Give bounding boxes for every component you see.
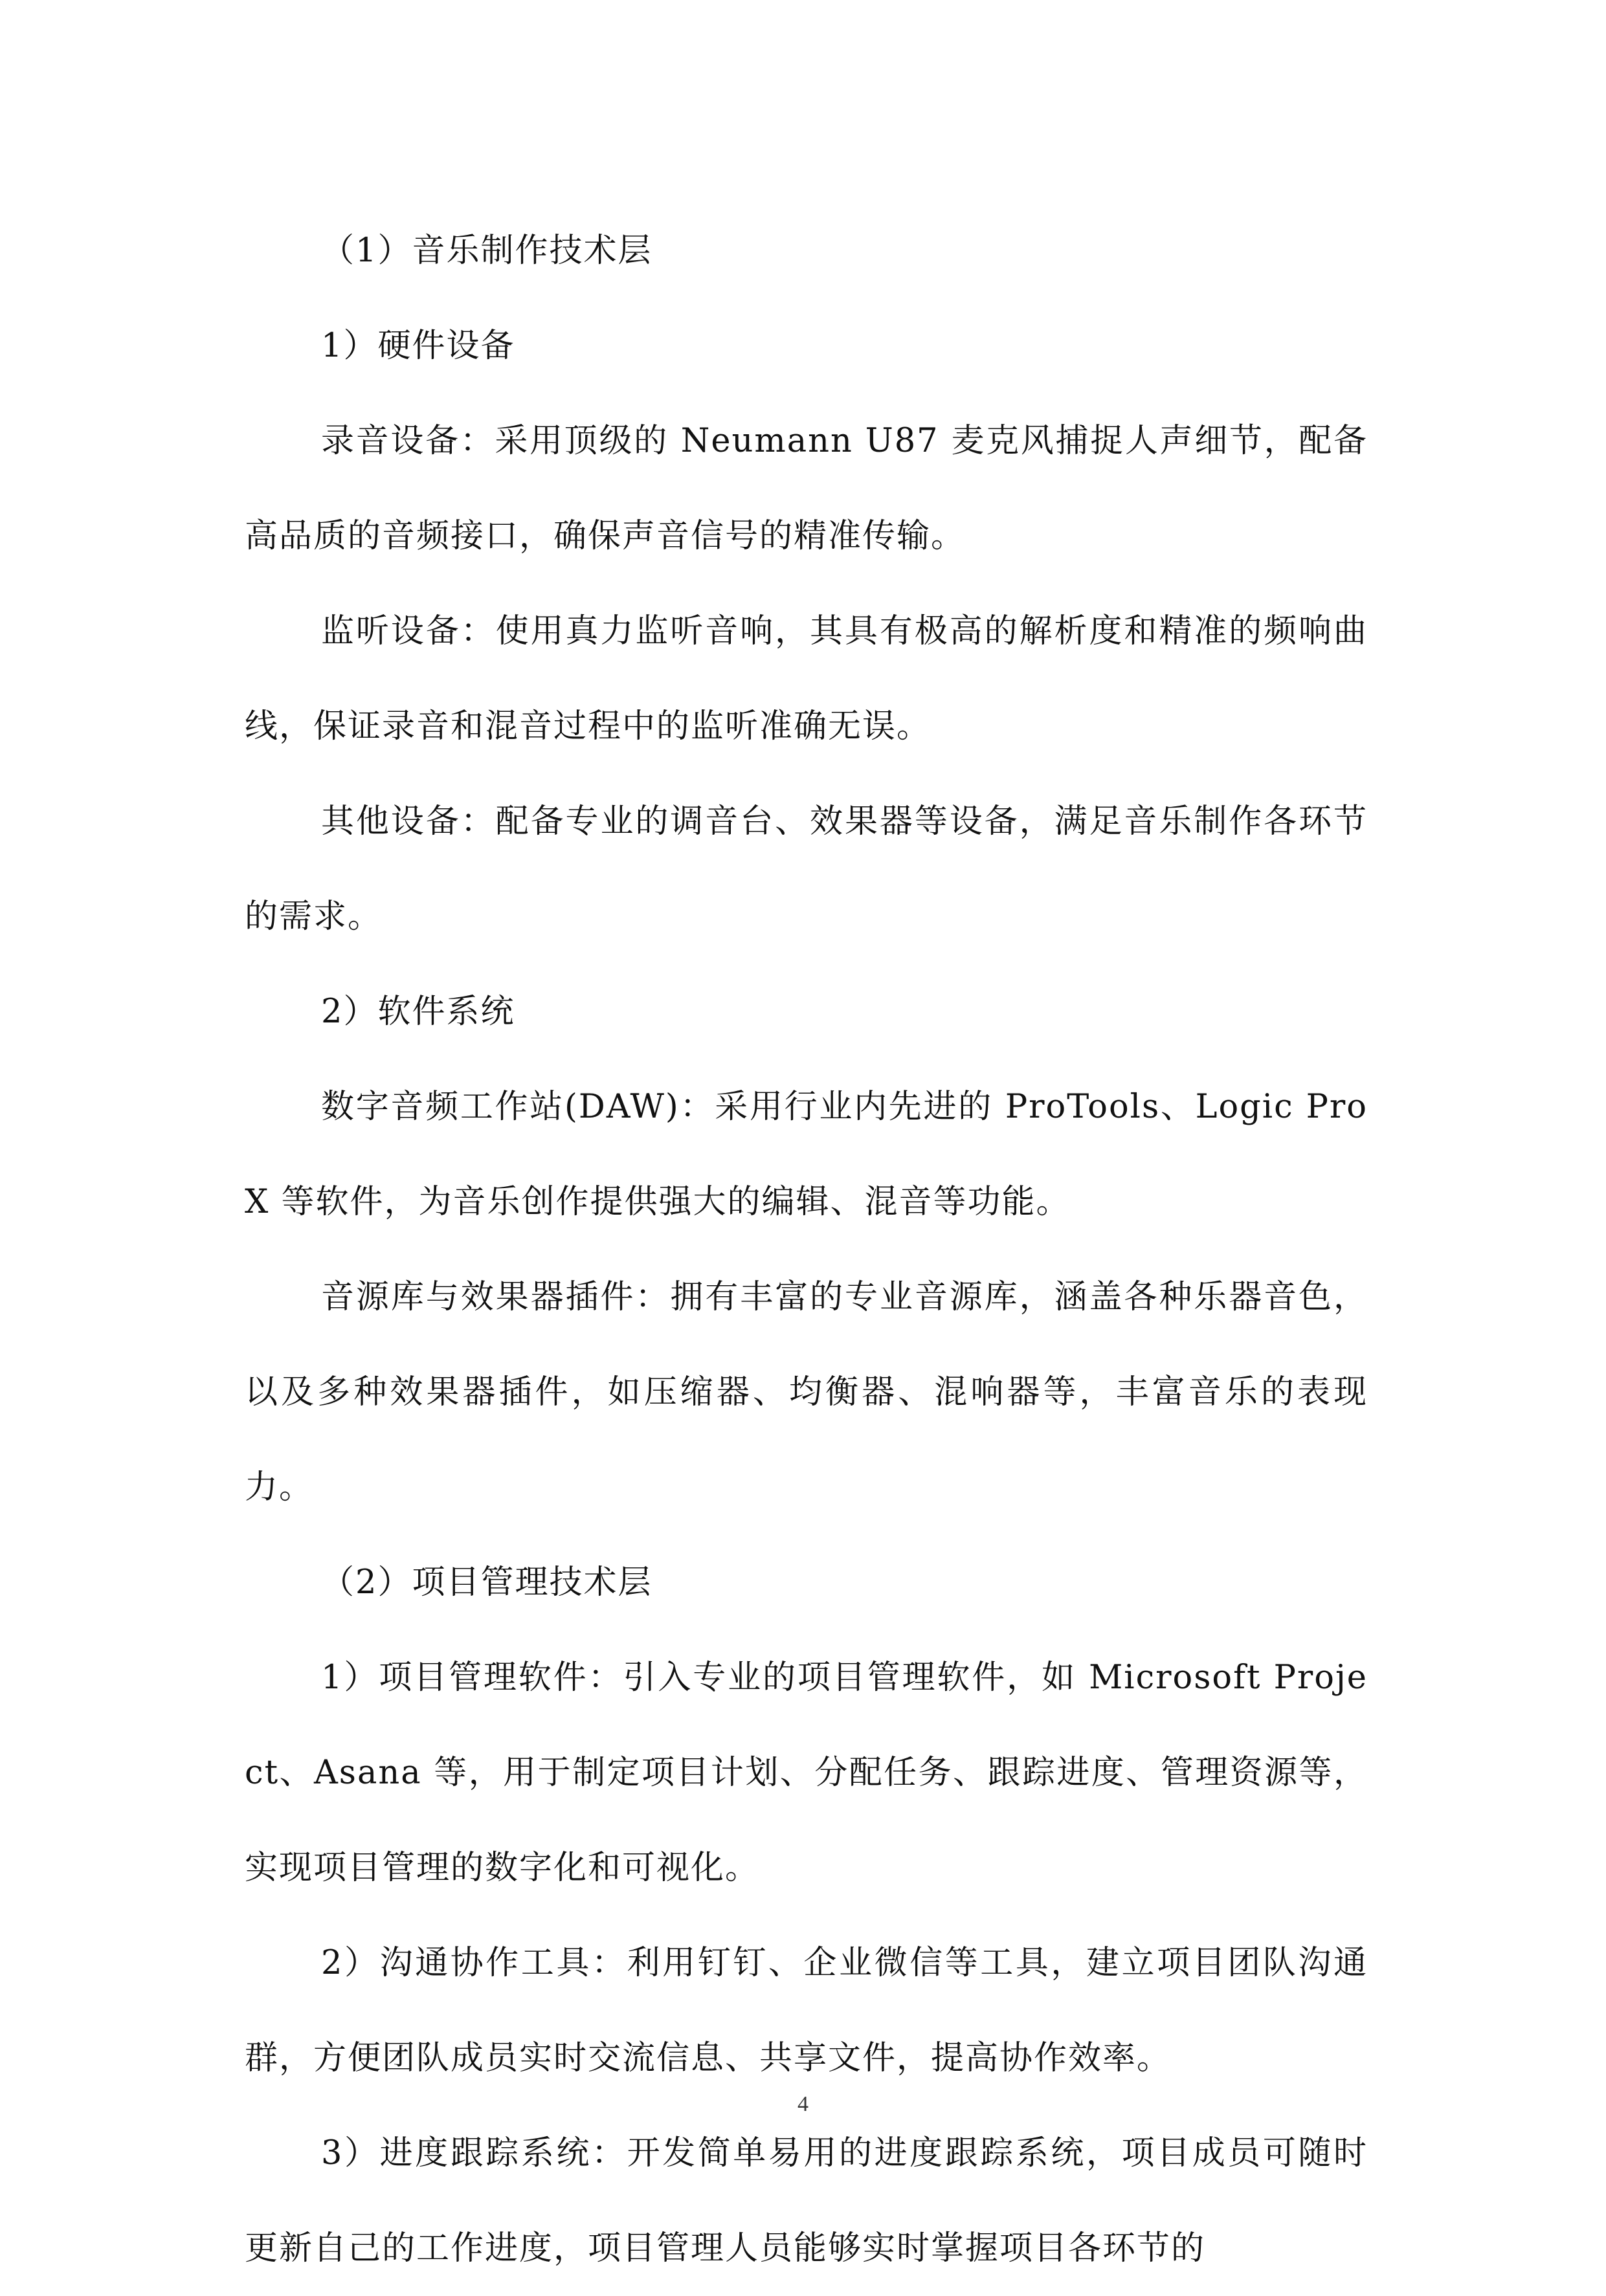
subheading-software: 2）软件系统 (321, 993, 515, 1031)
subheading-hardware: 1）硬件设备 (321, 327, 515, 365)
paragraph-progress-tracking: 3）进度跟踪系统：开发简单易用的进度跟踪系统，项目成员可随时更新自己的工作进度，项目管理人员能够实时掌握项目各环节的 (245, 2134, 1368, 2268)
section-heading-music-tech: （1）音乐制作技术层 (321, 232, 652, 270)
section-heading-project-management: （2）项目管理技术层 (321, 1563, 652, 1602)
paragraph-daw: 数字音频工作站(DAW)：采用行业内先进的 ProTools、Logic Pro X 等软件，为音乐创作提供强大的编辑、混音等功能。 (245, 1088, 1368, 1221)
paragraph-recording-equipment: 录音设备：采用顶级的 Neumann U87 麦克风捕捉人声细节，配备高品质的音频接口，确保声音信号的精准传输。 (245, 422, 1368, 555)
paragraph-monitoring-equipment: 监听设备：使用真力监听音响，其具有极高的解析度和精准的频响曲线，保证录音和混音过程中的监听准确无误。 (245, 612, 1368, 745)
paragraph-sound-library: 音源库与效果器插件：拥有丰富的专业音源库，涵盖各种乐器音色，以及多种效果器插件，如压缩器、均衡器、混响器等，丰富音乐的表现力。 (245, 1278, 1368, 1507)
body-text (245, 203, 1368, 2296)
paragraph-communication-tools: 2）沟通协作工具：利用钉钉、企业微信等工具，建立项目团队沟通群，方便团队成员实时交流信息、共享文件，提高协作效率。 (245, 1944, 1368, 2077)
paragraph-pm-software: 1）项目管理软件：引入专业的项目管理软件，如 Microsoft Project、Asana 等，用于制定项目计划、分配任务、跟踪进度、管理资源等，实现项目管理的数字化和可视化。 (245, 1659, 1368, 1887)
page-number: 4 (797, 2092, 809, 2116)
paragraph-other-equipment: 其他设备：配备专业的调音台、效果器等设备，满足音乐制作各环节的需求。 (245, 802, 1368, 936)
